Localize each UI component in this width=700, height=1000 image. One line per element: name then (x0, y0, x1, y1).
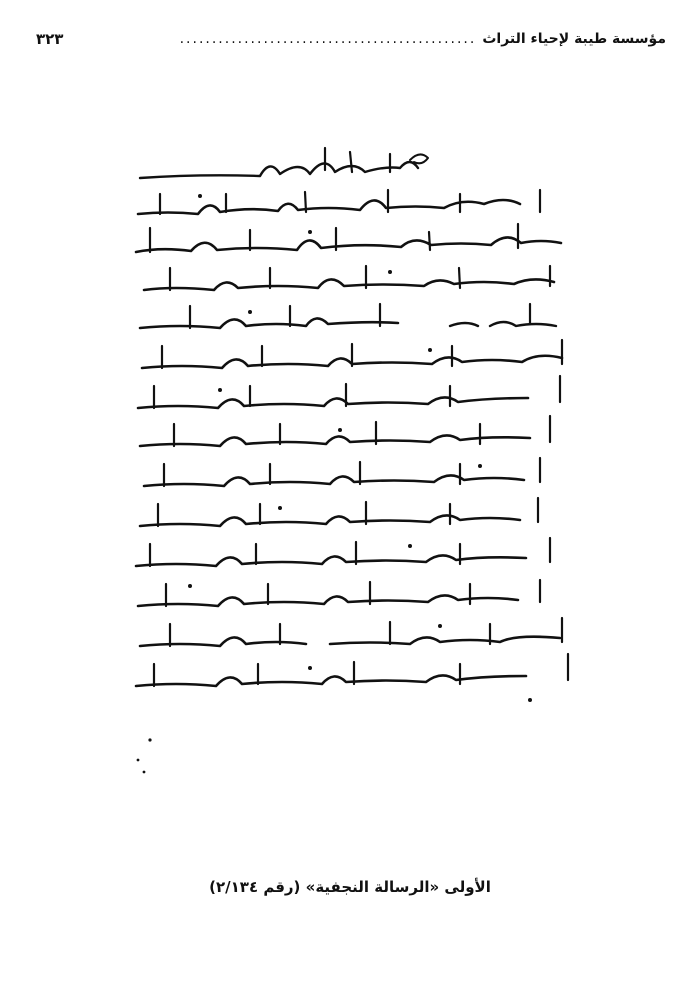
manuscript-image (130, 140, 585, 780)
manuscript-handwriting-icon (130, 140, 585, 780)
publisher-name: مؤسسة طيبة لإحياء التراث (482, 31, 666, 47)
page-number: ٣٢٣ (36, 30, 64, 48)
running-header (36, 24, 666, 54)
figure-caption: الأولى «الرسالة النجفية» (رقم ٢/١٣٤) (209, 878, 491, 896)
leader-dots: .............................................. (179, 31, 477, 47)
